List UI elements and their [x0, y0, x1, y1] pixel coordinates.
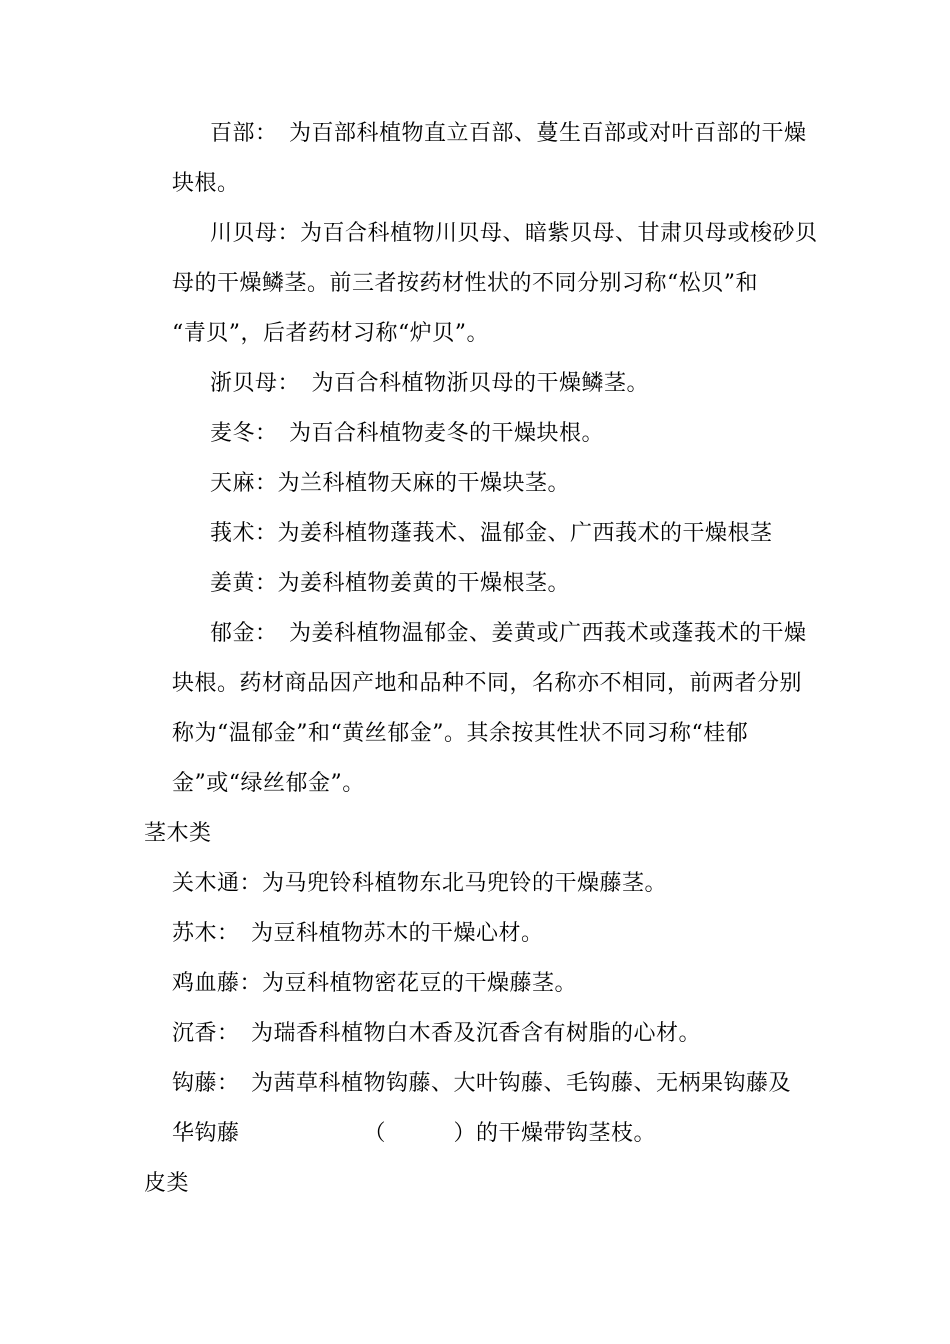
- entry-term: 关木通：: [172, 871, 263, 896]
- entry-text: 母的干燥鳞茎。前三者按药材性状的不同分别习称“松贝”和: [172, 271, 758, 296]
- entry-term: 郁金：: [210, 621, 267, 646]
- entry-continuation: [172, 719, 748, 749]
- entry-sumu: [172, 919, 544, 949]
- entry-term: 浙贝母：: [210, 371, 290, 396]
- entry-term: 钩藤：: [172, 1071, 229, 1096]
- entry-continuation: [172, 319, 489, 349]
- entry-chenxiang: [172, 1019, 701, 1049]
- entry-continuation: [172, 769, 365, 799]
- entry-text: 为瑞香科植物白木香及沉香含有树脂的心材。: [251, 1021, 702, 1046]
- entry-text: 为茜草科植物钩藤、大叶钩藤、毛钩藤、无柄果钩藤及: [251, 1071, 792, 1096]
- entry-term: 天麻：: [210, 471, 278, 496]
- entry-term: 苏木：: [172, 921, 229, 946]
- entry-yujin: [210, 619, 807, 649]
- entry-text: 为兰科植物天麻的干燥块茎。: [277, 471, 571, 496]
- entry-text: 块根。药材商品因产地和品种不同，名称亦不相同，前两者分别: [172, 671, 803, 696]
- entry-term: 鸡血藤：: [172, 971, 263, 996]
- section-heading: 茎木类: [144, 821, 212, 846]
- entry-jixueteng: [172, 969, 577, 999]
- entry-term: 麦冬：: [210, 421, 267, 446]
- entry-continuation: [172, 669, 802, 699]
- entry-chuanbeimu: [210, 219, 818, 249]
- entry-gap: [229, 1021, 252, 1046]
- entry-gap: [229, 1071, 252, 1096]
- entry-text: 金”或“绿丝郁金”。: [172, 771, 365, 796]
- entry-text: 为豆科植物密花豆的干燥藤茎。: [262, 971, 578, 996]
- entry-continuation: [172, 1119, 656, 1149]
- entry-text: 华钩藤 （ ）的干燥带钩茎枝。: [172, 1121, 657, 1146]
- entry-term: 沉香：: [172, 1021, 229, 1046]
- entry-text: 为百部科植物直立百部、蔓生百部或对叶百部的干燥: [289, 121, 807, 146]
- entry-text: 为姜科植物温郁金、姜黄或广西莪术或蓬莪术的干燥: [289, 621, 807, 646]
- entry-gouteng: [172, 1069, 791, 1099]
- entry-text: 为姜科植物姜黄的干燥根茎。: [277, 571, 571, 596]
- entry-term: 莪术：: [210, 521, 278, 546]
- entry-text: 为百合科植物浙贝母的干燥鳞茎。: [311, 371, 650, 396]
- entry-baibu: [210, 119, 807, 149]
- entry-text: 为姜科植物蓬莪术、温郁金、广西莪术的干燥根茎: [277, 521, 773, 546]
- entry-continuation: [172, 169, 240, 199]
- section-heading: 皮类: [144, 1171, 190, 1196]
- entry-term: 百部：: [210, 121, 267, 146]
- entry-term: 川贝母：: [210, 221, 301, 246]
- entry-maidong: [210, 419, 604, 449]
- entry-text: 块根。: [172, 171, 240, 196]
- entry-zhebeimu: [210, 369, 649, 399]
- entry-tianma: [210, 469, 570, 499]
- entry-jianghuang: [210, 569, 570, 599]
- entry-text: 称为“温郁金”和“黄丝郁金”。其余按其性状不同习称“桂郁: [172, 721, 749, 746]
- section-heading-jingmu: [144, 819, 212, 849]
- entry-term: 姜黄：: [210, 571, 278, 596]
- entry-gap: [267, 121, 290, 146]
- entry-text: 为百合科植物川贝母、暗紫贝母、甘肃贝母或梭砂贝: [300, 221, 818, 246]
- entry-continuation: [172, 269, 758, 299]
- entry-gap: [289, 371, 312, 396]
- entry-gap: [229, 921, 252, 946]
- entry-text: “青贝”，后者药材习称“炉贝”。: [172, 321, 489, 346]
- entry-gap: [267, 421, 290, 446]
- entry-text: 为豆科植物苏木的干燥心材。: [251, 921, 544, 946]
- entry-guanmutong: [172, 869, 667, 899]
- section-heading-pi: [144, 1169, 189, 1199]
- entry-text: 为百合科植物麦冬的干燥块根。: [289, 421, 605, 446]
- entry-gap: [267, 621, 290, 646]
- entry-ezhu: [210, 519, 773, 549]
- entry-text: 为马兜铃科植物东北马兜铃的干燥藤茎。: [262, 871, 668, 896]
